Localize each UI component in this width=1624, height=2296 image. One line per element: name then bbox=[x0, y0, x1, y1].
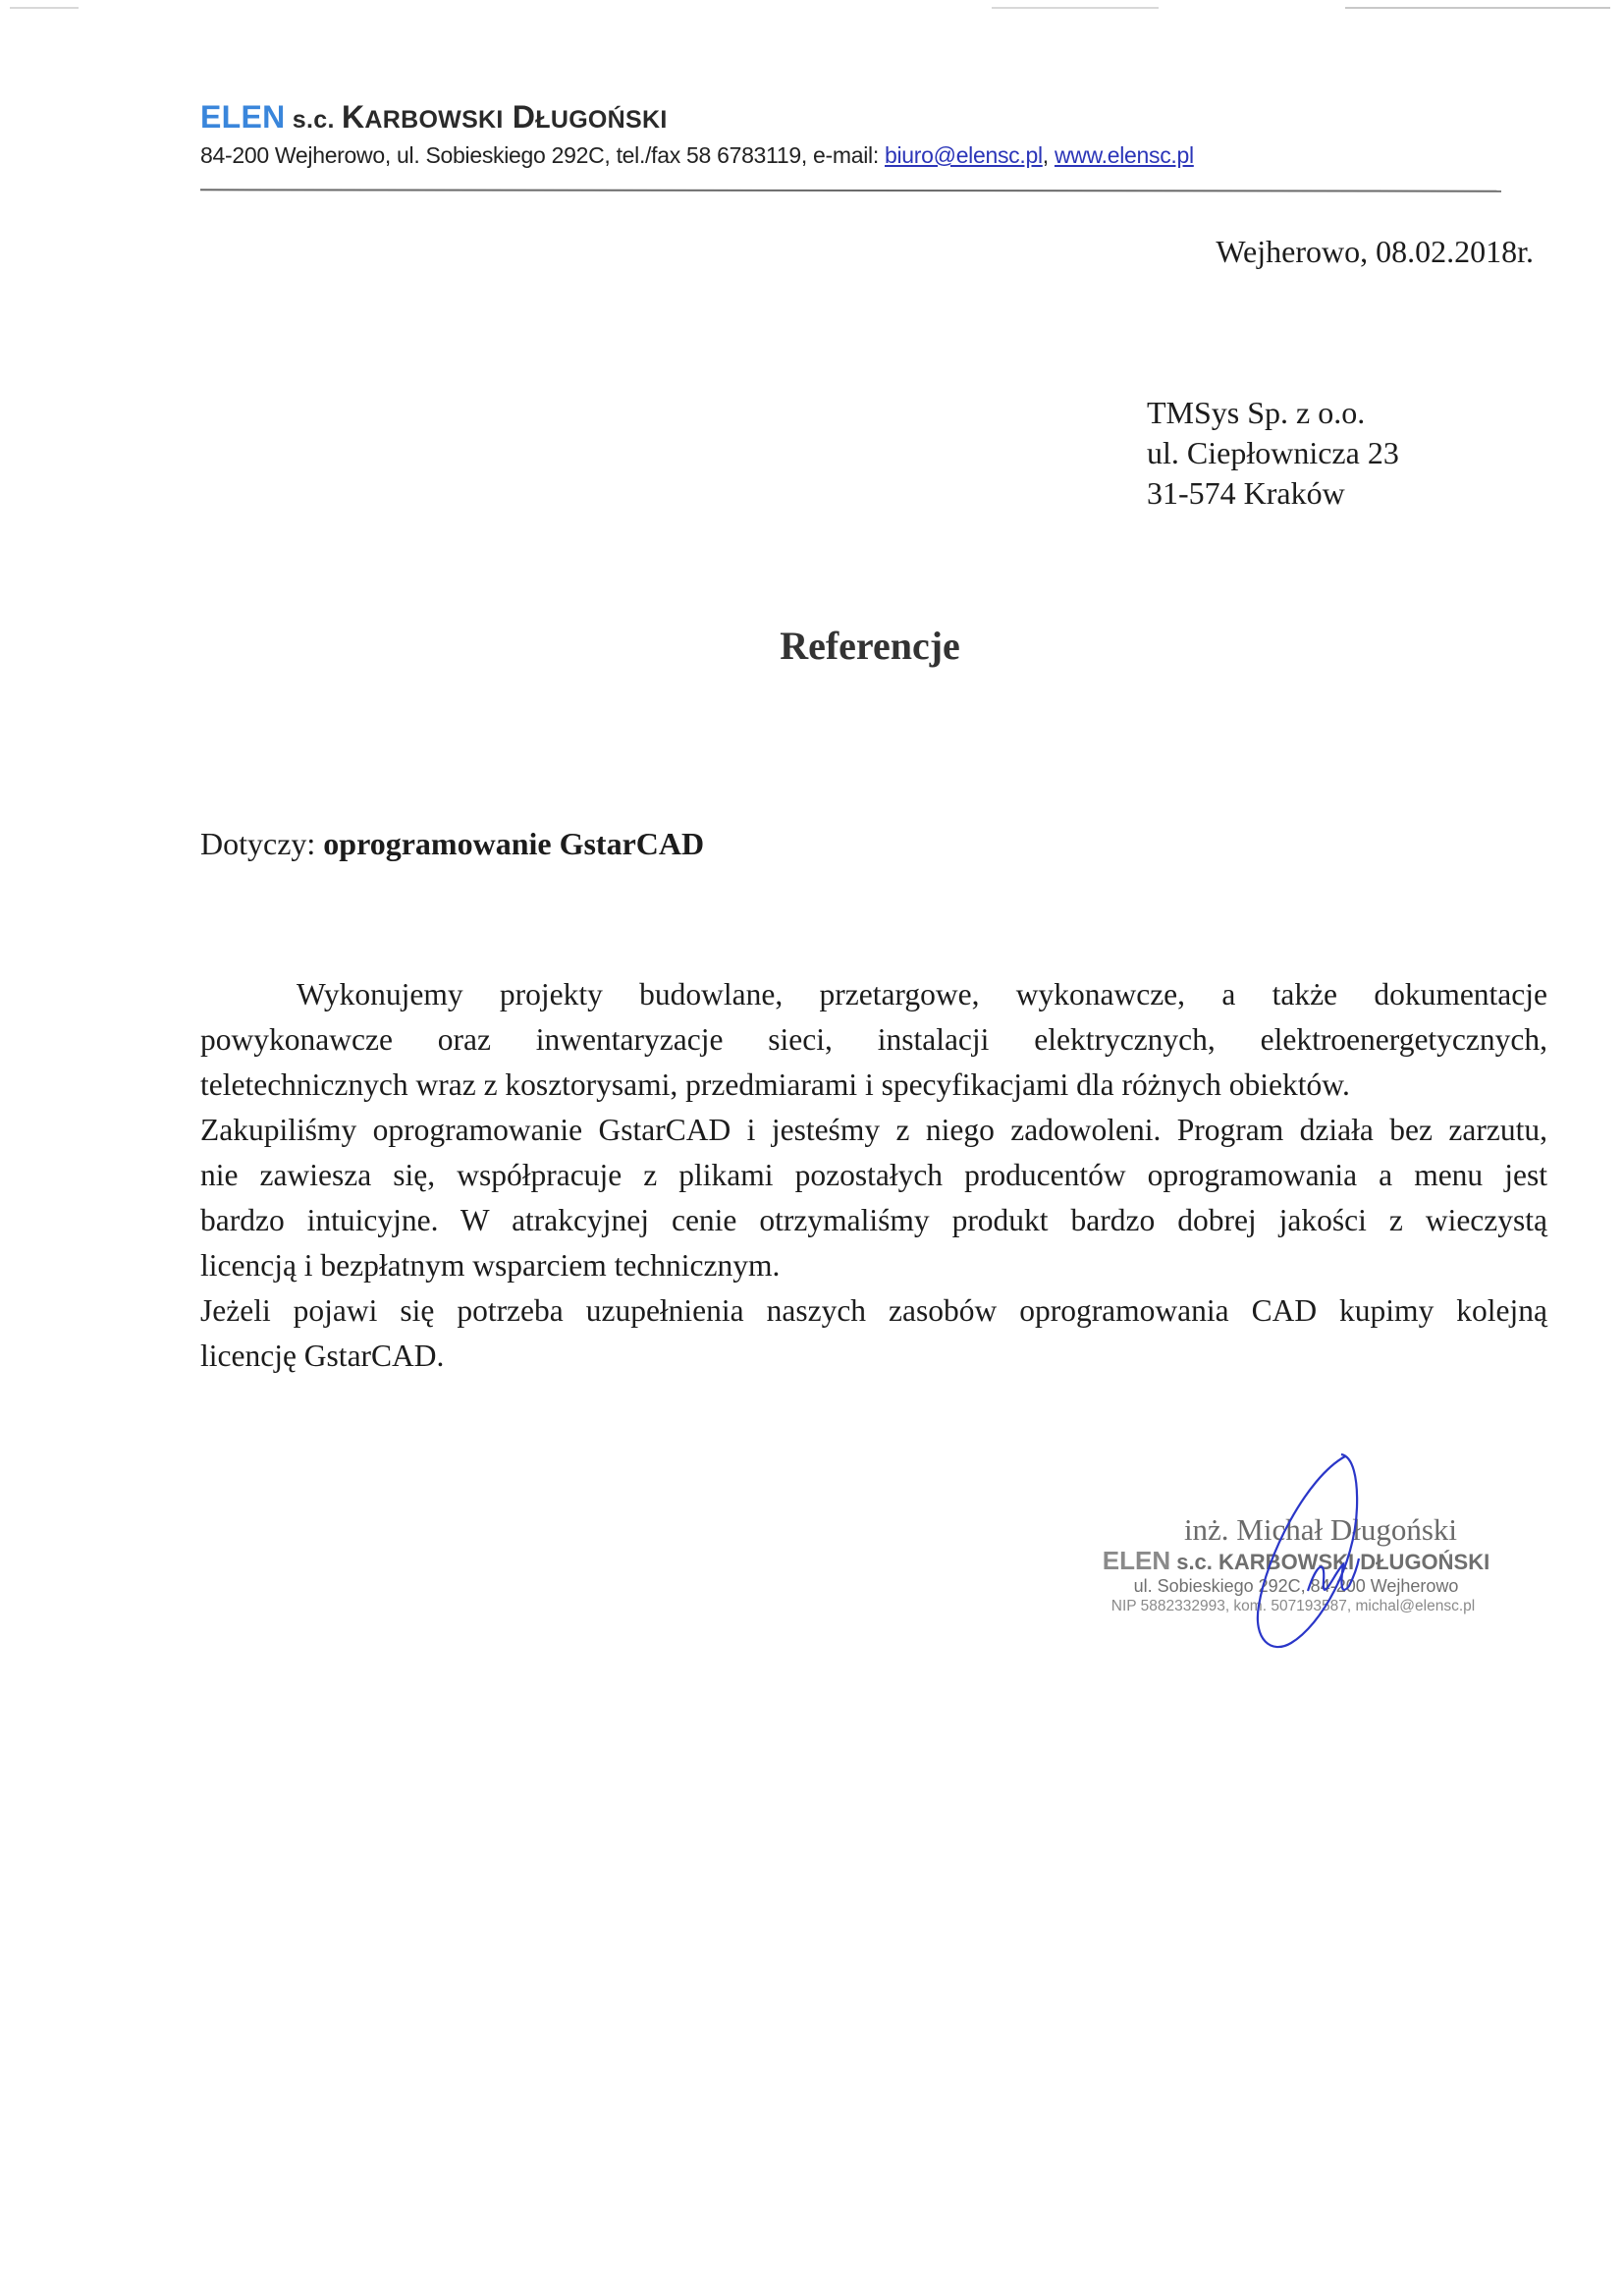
handwritten-signature bbox=[1247, 1449, 1394, 1655]
body-line: Jeżeli pojawi się potrzeba uzupełnienia naszych zasobów oprogramowania CAD kupimy kolejną bbox=[200, 1293, 1547, 1328]
scan-artifact bbox=[1345, 7, 1610, 9]
subject-line bbox=[200, 824, 704, 863]
company-initial-d: D bbox=[503, 99, 536, 135]
body-line: licencją i bezpłatnym wsparciem technicznym. bbox=[200, 1248, 781, 1283]
body-line: teletechnicznych wraz z kosztorysami, przedmiarami i specyfikacjami dla różnych obiektów. bbox=[200, 1067, 1350, 1102]
recipient-company: TMSys Sp. z o.o. bbox=[1147, 395, 1366, 430]
recipient-street: ul. Ciepłownicza 23 bbox=[1147, 435, 1399, 470]
subject-label: Dotyczy: bbox=[200, 826, 324, 861]
stamp-contact: NIP 5882332993, kom. 507193587, michal@elensc.pl bbox=[1110, 1598, 1476, 1614]
scan-artifact bbox=[10, 7, 79, 9]
website-link[interactable]: www.elensc.pl bbox=[1054, 142, 1194, 168]
signature-stroke bbox=[1308, 1558, 1359, 1591]
company-address bbox=[200, 140, 1585, 170]
recipient-city: 31-574 Kraków bbox=[1147, 475, 1345, 511]
address-text: 84-200 Wejherowo, ul. Sobieskiego 292C, tel./fax 58 6783119, e-mail: bbox=[200, 142, 885, 168]
email-link[interactable]: biuro@elensc.pl bbox=[885, 142, 1043, 168]
letterhead-divider bbox=[200, 189, 1501, 191]
brand-logo-text: ELEN bbox=[200, 99, 286, 135]
signature-stroke bbox=[1258, 1454, 1357, 1647]
body-line: Wykonujemy projekty budowlane, przetargowe, wykonawcze, a także dokumentacje bbox=[297, 977, 1547, 1011]
company-surname-2: ŁUGOŃSKI bbox=[535, 106, 668, 134]
stamp-firm-name: s.c. KARBOWSKI DŁUGOŃSKI bbox=[1170, 1550, 1490, 1574]
company-form: s.c. bbox=[285, 106, 342, 134]
stamp-brand: ELEN bbox=[1102, 1546, 1171, 1575]
letter-body bbox=[200, 972, 1547, 1379]
company-name bbox=[200, 98, 1585, 138]
recipient-address bbox=[1147, 393, 1399, 514]
company-initial-k: K bbox=[341, 99, 365, 135]
body-line: nie zawiesza się, współpracuje z plikami pozostałych producentów oprogramowania a menu jest bbox=[200, 1158, 1547, 1192]
letter-date: Wejherowo, 08.02.2018r. bbox=[1216, 234, 1534, 269]
stamp-signatory-name: inż. Michał Długoński bbox=[1183, 1512, 1458, 1547]
body-line: powykonawcze oraz inwentaryzacje sieci, instalacji elektrycznych, elektroenergetycznych, bbox=[200, 1022, 1547, 1057]
stamp-address: ul. Sobieskiego 292C, 84-200 Wejherowo bbox=[1133, 1576, 1459, 1596]
letterhead bbox=[200, 98, 1585, 170]
body-line: bardzo intuicyjne. W atrakcyjnej cenie otrzymaliśmy produkt bardzo dobrej jakości z wieczystą bbox=[200, 1203, 1547, 1237]
scan-artifact bbox=[992, 7, 1159, 9]
document-title: Referencje bbox=[780, 624, 960, 668]
subject-value: oprogramowanie GstarCAD bbox=[323, 826, 705, 861]
company-surname-1: ARBOWSKI bbox=[364, 106, 504, 134]
body-line: Zakupiliśmy oprogramowanie GstarCAD i jesteśmy z niego zadowoleni. Program działa bez zarzutu, bbox=[200, 1113, 1547, 1147]
body-line: licencję GstarCAD. bbox=[200, 1339, 445, 1373]
separator: , bbox=[1042, 142, 1055, 168]
document-title-wrap bbox=[0, 623, 1624, 670]
